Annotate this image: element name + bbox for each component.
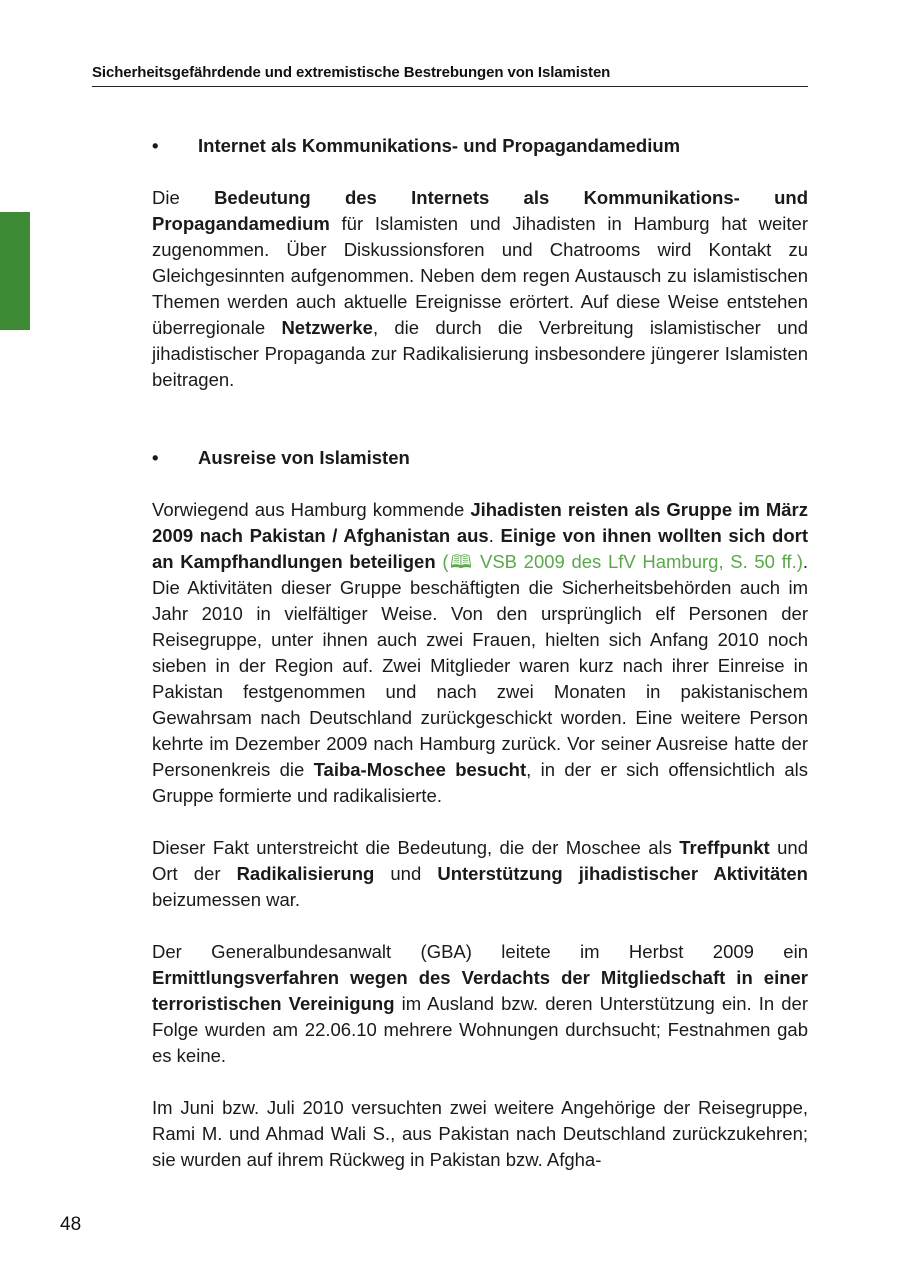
chapter-tab-marker — [0, 212, 30, 330]
paragraph-internet: Die Bedeutung des Internets als Kommunikations- und Propagandamedium für Islamisten und Jihadisten in Hamburg hat weiter zugenommen. Über Diskussionsforen und Chatrooms wird Kontakt zu Gleichgesinnten aufgenommen. Neben dem regen Austausch zu islamistischen Themen werden auch aktuelle Ereignisse erörtert. Auf diese Weise entstehen überregionale Netzwerke, die durch die Verbreitung islamistischer und jihadistischer Propaganda zur Radikalisierung insbesondere jüngerer Islamisten beitragen. — [152, 187, 809, 390]
running-header: Sicherheitsgefährdende und extremistische Bestrebungen von Islamisten — [92, 64, 808, 87]
bullet-icon: • — [152, 447, 159, 468]
section-heading-ausreise — [152, 445, 808, 471]
cross-reference-link[interactable]: (🕮 VSB 2009 des LfV Hamburg, S. 50 ff.) — [442, 551, 803, 572]
paragraph-ausreise-1: Vorwiegend aus Hamburg kommende Jihadisten reisten als Gruppe im März 2009 nach Pakistan / Afghanistan aus. Einige von ihnen wollten sich dort an Kampfhandlungen beteiligen (🕮 VSB 2009 des LfV Hamburg, S. 50 ff.). Die Aktivitäten dieser Gruppe beschäftigten die Sicherheitsbehörden auch im Jahr 2010 in vielfältiger Weise. Von den ursprünglich elf Personen der Reisegruppe, unter ihnen auch zwei Frauen, hielten sich Anfang 2010 noch sieben in der Region auf. Zwei Mitglieder waren kurz nach ihrer Einreise in Pakistan festgenommen und nach zwei Monaten in pakistanischem Gewahrsam nach Deutschland zurückgeschickt worden. Eine weitere Person kehrte im Dezember 2009 nach Hamburg zurück. Vor seiner Ausreise hatte der Personenkreis die Taiba-Moschee besucht, in der er sich offensichtlich als Gruppe formierte und radikalisierte. — [152, 499, 809, 806]
paragraph-ausreise-4: Im Juni bzw. Juli 2010 versuchten zwei weitere Angehörige der Reisegruppe, Rami M. und Ahmad Wali S., aus Pakistan nach Deutschland zurückzukehren; sie wurden auf ihrem Rückweg in Pakistan bzw. Afgha- — [152, 1097, 808, 1170]
bullet-icon: • — [152, 135, 159, 156]
page-body — [152, 133, 808, 1173]
section-heading-text: Ausreise von Islamisten — [198, 447, 410, 468]
paragraph-ausreise-3: Der Generalbundesanwalt (GBA) leitete im Herbst 2009 ein Ermittlungsverfahren wegen des Verdachts der Mitgliedschaft in einer terroristischen Vereinigung im Ausland bzw. deren Unterstützung ein. In der Folge wurden am 22.06.10 mehrere Wohnungen durchsucht; Festnahmen gab es keine. — [152, 941, 808, 1066]
page-number: 48 — [60, 1214, 82, 1235]
section-heading-text: Internet als Kommunikations- und Propagandamedium — [198, 135, 681, 156]
paragraph-ausreise-2: Dieser Fakt unterstreicht die Bedeutung, die der Moschee als Treffpunkt und Ort der Radikalisierung und Unterstützung jihadistischer Aktivitäten beizumessen war. — [152, 837, 808, 910]
section-heading-internet — [152, 133, 808, 159]
